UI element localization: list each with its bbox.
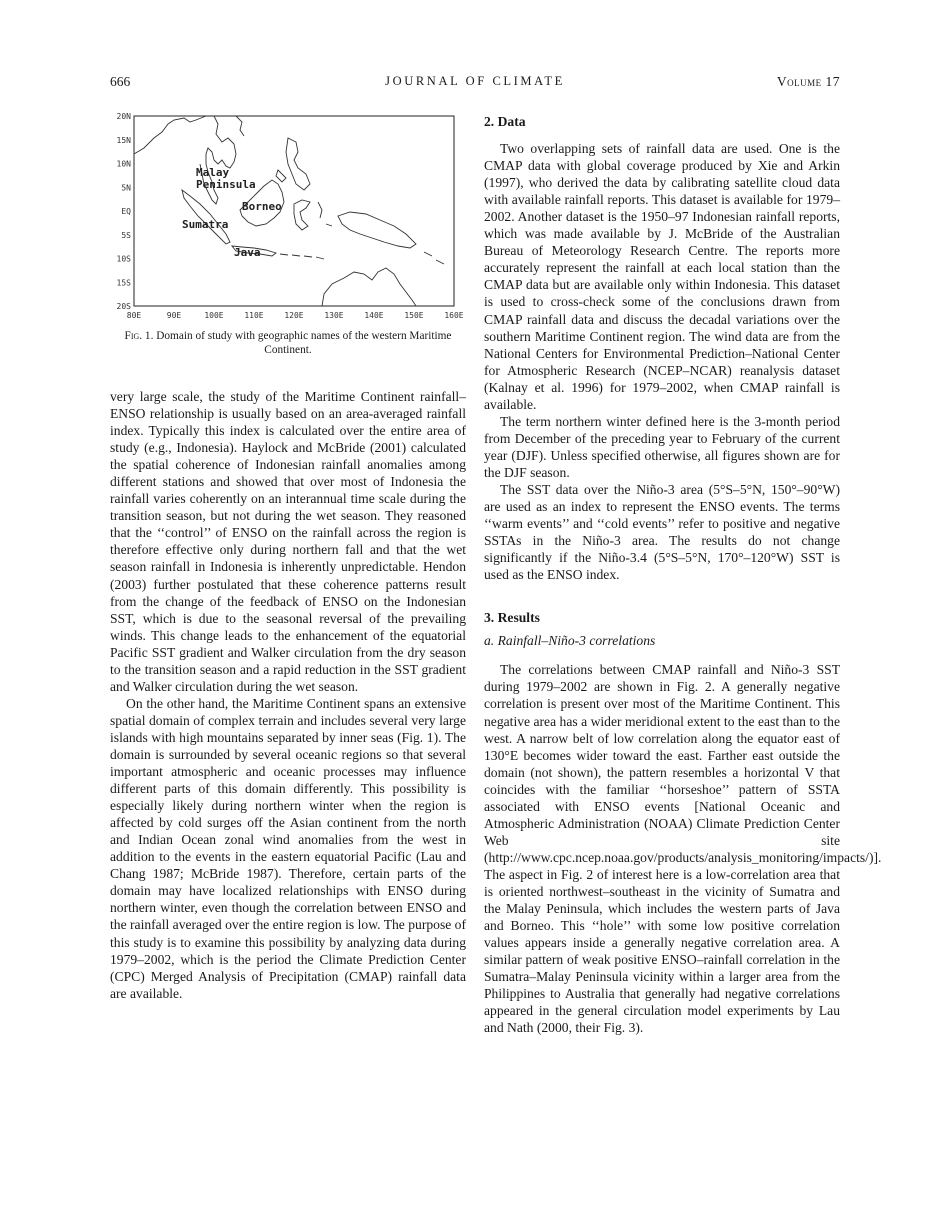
lat-tick-label: 20N [116, 112, 131, 121]
running-header [110, 74, 840, 94]
lat-tick-label: 15N [116, 135, 131, 145]
left-paragraph-2: On the other hand, the Maritime Continent spans an extensive spatial domain of complex terrain and includes several very large islands with high mountains separated by inner seas (Fig. 1). The domain is surrounded by several oceanic regions so that several important atmospheric and oceanic processes may influence different parts of this domain differently. This possibility is especially likely during northern winter when the region is affected by cold surges off the Asian continent from the north and Indian Ocean zonal wind anomalies from the west in addition to the events in the eastern equatorial Pacific (Lau and Chang 1987; McBride 1987). Therefore, certain parts of the domain may have localized relationships with ENSO during northern winter, even though the correlation between ENSO and the rainfall averaged over the entire region is low. The purpose of this study is to examine this possibility by analyzing data during 1979–2002, which is the period the Climate Prediction Center (CPC) Merged Analysis of Precipitation (CMAP) rainfall data are available. [110, 695, 466, 1001]
left-column [110, 388, 466, 1002]
lon-tick-label: 80E [126, 311, 142, 320]
journal-title: JOURNAL OF CLIMATE [385, 74, 565, 88]
lon-tick-label: 150E [404, 311, 424, 320]
label-malay: Malay [196, 166, 230, 179]
lon-tick-label: 90E [166, 311, 182, 320]
left-paragraph-1: very large scale, the study of the Maritime Continent rainfall–ENSO relationship is usually based on an area-averaged rainfall index. Typically this index is calculated over the entire area of study (e.g., Indonesia). Haylock and McBride (2001) calculated the spatial coherence of Indonesian rainfall anomalies among different stations and showed that over most of Indonesia the rainfall varies coherently on an interannual time scale during the transition season, but not during the wet season. They reasoned that the ‘‘control’’ of ENSO on the rainfall across the region is therefore effective only during northern fall and that the wet season rainfall in Indonesia is inherently unpredictable. Hendon (2003) further postulated that these coherence patterns result from the change of the feedback of ENSO on the Indonesian SST, which is due to the seasonal reversal of the prevailing winds. This change leads to the enhancement of the equatorial Pacific SST gradient and Walker circulation from the dry season to the transition season and a rapid reduction in the SST gradient and Walker circulation during the wet season. [110, 389, 466, 694]
right-column [484, 113, 882, 1036]
label-sumatra: Sumatra [182, 218, 229, 231]
label-peninsula: Peninsula [196, 178, 256, 191]
lat-tick-label: 20S [116, 302, 131, 311]
map-svg [110, 108, 466, 330]
subsection-a-title: a. Rainfall–Niño-3 correlations [484, 633, 656, 649]
label-borneo: Borneo [242, 200, 282, 213]
lon-tick-label: 140E [364, 311, 384, 320]
section-3-title: 3. Results [484, 610, 540, 626]
lat-tick-label: 10S [116, 254, 131, 264]
lat-tick-label: 10N [116, 159, 131, 169]
lat-tick-label: 5N [121, 183, 131, 193]
page-number: 666 [110, 74, 131, 89]
right-paragraph-3: The SST data over the Niño-3 area (5°S–5°N, 150°–90°W) are used as an index to represent the ENSO events. The terms ‘‘warm events’’ and ‘‘cold events’’ refer to positive and negative SSTAs in the Niño-3 area. The results do not change significantly if the Niño-3.4 (5°S–5°N, 170°–120°W) SST is used as the ENSO index. [484, 481, 840, 583]
figure-1-map [110, 108, 466, 330]
caption-label: Fig. 1. [124, 330, 154, 342]
volume-label: Volume 17 [776, 74, 840, 89]
lon-tick-label: 130E [324, 311, 344, 320]
lon-tick-label: 110E [244, 311, 264, 320]
right-paragraph-4: The correlations between CMAP rainfall and Niño-3 SST during 1979–2002 are shown in Fig. 2. A generally negative correlation is present over most of the Maritime Continent. This negative area has a wider meridional extent to the east than to the west. A narrow belt of low correlation along the equator east of 130°E becomes wider toward the east. Farther east outside the domain (not shown), the pattern resembles a horizontal V that coincides with the familiar ‘‘horseshoe’’ pattern of SSTA associated with ENSO events [National Oceanic and Atmospheric Administration (NOAA) Climate Prediction Center Web site (http://www.cpc.ncep.noaa.gov/products/analysis_monitoring/impacts/)]. The aspect in Fig. 2 of interest here is a low-correlation area that is oriented northwest–southeast in the vicinity of Sumatra and the Malay Peninsula, which includes the western parts of Java and Borneo. This ‘‘hole’’ with some low positive correlation values appears inside a generally negative correlation area. A similar pattern of weak positive ENSO–rainfall correlation in the Sumatra–Malay Peninsula vicinity within a larger area from the Philippines to Australia that generally had negative correlations appeared in the general circulation model experiments by Lau and Nath (2000, their Fig. 3). [484, 662, 882, 1036]
lat-tick-label: 15S [116, 278, 131, 288]
right-paragraph-2: The term northern winter defined here is the 3-month period from December of the preceding year to February of the current year (DJF). Unless specified otherwise, all figures shown are for the DJF season. [484, 413, 840, 480]
section-2-title: 2. Data [484, 114, 526, 129]
lon-tick-label: 160E [444, 311, 464, 320]
label-java: Java [234, 246, 261, 259]
lon-tick-label: 100E [204, 311, 224, 320]
caption-text: Domain of study with geographic names of the western Maritime Continent. [156, 330, 452, 356]
lon-tick-label: 120E [284, 311, 304, 320]
right-paragraph-1: Two overlapping sets of rainfall data are used. One is the CMAP data with global coverage produced by Xie and Arkin (1997), who derived the data by calibrating satellite cloud data with available rainfall reports. This dataset is available for 1979–2002. Another dataset is the 1950–97 Indonesian rainfall reports, which was made available by J. McBride of the Australian Bureau of Meteorology Research Centre. The reports more accurately represent the rainfall at each local station than the CMAP data but are available only within Indonesia. This dataset is used to cross-check some of the conclusions drawn from CMAP rainfall data and discuss the decadal variations over the southern Maritime Continent region. The wind data are from the National Centers for Environmental Prediction–National Center for Atmospheric Research (NCEP–NCAR) reanalysis dataset (Kalnay et al. 1996) for 1979–2002, when CMAP rainfall is available. [484, 141, 840, 412]
lat-tick-label: EQ [121, 207, 131, 216]
figure-1-caption [110, 330, 466, 357]
lat-tick-label: 5S [121, 230, 131, 240]
